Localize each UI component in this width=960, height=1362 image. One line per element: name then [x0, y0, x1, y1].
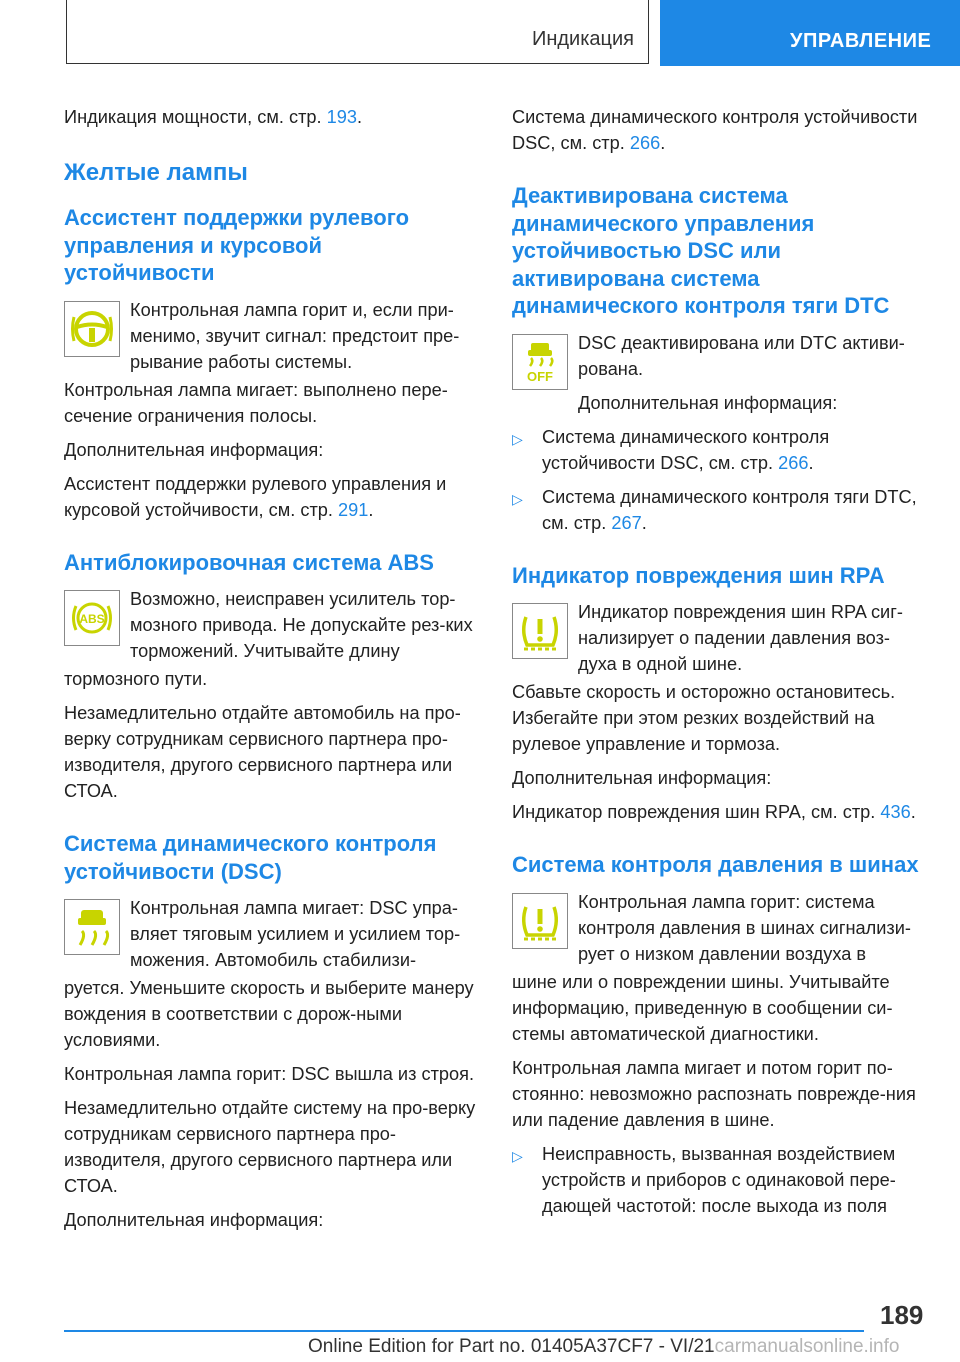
steering-blink-text: Контрольная лампа мигает: выполнено пере‐сечение ограничения полосы. [64, 379, 448, 426]
steering-assist-heading: Ассистент поддержки рулевого управления и курсовой устойчивости [64, 205, 410, 285]
steering-assist-lamp-icon [64, 301, 120, 357]
abs-lamp-icon [64, 590, 120, 646]
dsc-block [64, 895, 478, 973]
tpm-text-cont: шине или о повреждении шины. Учитывайте информацию, приведенную в сообщении си‐стемы автоматической диагностики. [512, 971, 893, 1044]
list-item: ▷ Неисправность, вызванная воздействием устройств и приборов с одинаковой пере‐дающей частотой: после выхода из поля [512, 1141, 926, 1219]
rpa-ref: Индикатор повреждения шин RPA, см. стр. 436. [512, 802, 916, 822]
steering-lamp-text: Контрольная лампа горит и, если при‐менимо, звучит сигнал: предстоит пре‐рывание работы системы. [130, 299, 460, 372]
more-info-label: Дополнительная информация: [512, 768, 772, 788]
power-display-ref: Индикация мощности, см. стр. 193. [64, 107, 363, 127]
abs-text-cont: тормозного пути. [64, 669, 208, 689]
dsc-ref: Система динамического контроля устойчивости DSC, см. стр. 266. [512, 107, 918, 153]
dsc-lamp-text: Контрольная лампа мигает: DSC упра‐вляет тяговым усилием и усилием тор‐можения. Автомобиль стабилизи‐ [130, 898, 461, 970]
tpm-lamp-text: Контрольная лампа горит: система контроля давления в шинах сигнализи‐рует о низком давлении воздуха в [578, 891, 911, 964]
dsc-lamp-icon [64, 899, 120, 955]
tpm-blink-text: Контрольная лампа мигает и потом горит по‐стоянно: невозможно распознать поврежде‐ния или падение давления в шине. [512, 1057, 916, 1130]
more-info-label: Дополнительная информация: [64, 439, 324, 460]
dsc-off-list [512, 424, 926, 536]
dsc-off-lamp-icon [512, 334, 568, 390]
left-column [64, 104, 478, 1241]
tpm-heading: Система контроля давления в шинах [512, 852, 919, 877]
steering-assist-block [64, 297, 478, 375]
bullet-arrow-icon: ▷ [512, 490, 523, 507]
section-tab[interactable] [66, 0, 649, 64]
page-link[interactable]: 267 [611, 512, 642, 533]
list-item: ▷ Система динамического контроля устойчивости DSC, см. стр. 266. [512, 424, 926, 476]
watermark: carmanualsonline.info [714, 1336, 900, 1357]
bullet-arrow-icon: ▷ [512, 430, 523, 447]
dsc-off-heading: Деактивирована система динамического управления устойчивостью DSC или активирована система динамического контроля тяги DTC [512, 183, 890, 318]
dsc-text-cont: руется. Уменьшите скорость и выберите манеру вождения в соответствии с дорож‐ными условиями. [64, 978, 474, 1050]
rpa-lamp-text: Индикатор повреждения шин RPA сиг‐нализирует о падении давления воз‐духа в одной шине. [578, 602, 903, 674]
abs-service-text: Незамедлительно отдайте автомобиль на про‐верку сотрудникам сервисного партнера про‐изводителя, другого сервисного партнера или СТОА. [64, 703, 461, 801]
more-info-label: Дополнительная информация: [578, 392, 838, 413]
dsc-service-text: Незамедлительно отдайте систему на про‐верку сотрудникам сервисного партнера про‐изводителя, другого сервисного партнера или СТОА. [64, 1098, 476, 1196]
steering-ref: Ассистент поддержки рулевого управления и курсовой устойчивости, см. стр. 291. [64, 473, 447, 520]
bullet-arrow-icon: ▷ [512, 1147, 523, 1164]
rpa-block [512, 599, 926, 677]
svg-text:ABS: ABS [79, 612, 105, 626]
page-header [0, 0, 960, 66]
list-item: ▷ Система динамического контроля тяги DTC, см. стр. 267. [512, 484, 926, 536]
tire-warning-lamp-icon [512, 603, 568, 659]
footer-divider [64, 1330, 864, 1332]
yellow-lamps-heading: Желтые лампы [64, 159, 248, 186]
chapter-tab[interactable] [660, 0, 960, 66]
dsc-fail-text: Контрольная лампа горит: DSC вышла из строя. [64, 1064, 475, 1084]
footer [308, 1336, 899, 1358]
edition-text: Online Edition for Part no. 01405A37CF7 - VI/21 [308, 1336, 715, 1357]
page-link[interactable]: 193 [326, 107, 357, 127]
more-info-label: Дополнительная информация: [64, 1210, 324, 1230]
abs-heading: Антиблокировочная система ABS [64, 549, 434, 575]
chapter-title: УПРАВЛЕНИЕ [790, 30, 932, 52]
svg-text:OFF: OFF [527, 368, 553, 384]
dsc-off-block [512, 330, 926, 416]
tire-pressure-lamp-icon [512, 893, 568, 949]
dsc-off-text: DSC деактивирована или DTC активи‐рована. [578, 332, 905, 379]
page-number: 189 [880, 1300, 924, 1330]
section-title: Индикация [531, 28, 634, 50]
abs-lamp-text: Возможно, неисправен усилитель тор‐мозного привода. Не допускайте рез‐ких торможений. Учитывайте длину [130, 589, 473, 661]
right-column [512, 104, 926, 1227]
page-link[interactable]: 436 [880, 802, 911, 822]
rpa-heading: Индикатор повреждения шин RPA [512, 562, 885, 588]
tpm-list [512, 1141, 926, 1219]
page-link[interactable]: 266 [778, 452, 809, 473]
dsc-heading: Система динамического контроля устойчивости (DSC) [64, 831, 437, 884]
tpm-block [512, 889, 926, 967]
page-link[interactable]: 266 [629, 133, 661, 153]
rpa-action-text: Сбавьте скорость и осторожно остановитесь. Избегайте при этом резких воздействий на рулевое управление и тормоза. [512, 682, 896, 754]
page-link[interactable]: 291 [338, 499, 369, 520]
abs-block [64, 586, 478, 664]
